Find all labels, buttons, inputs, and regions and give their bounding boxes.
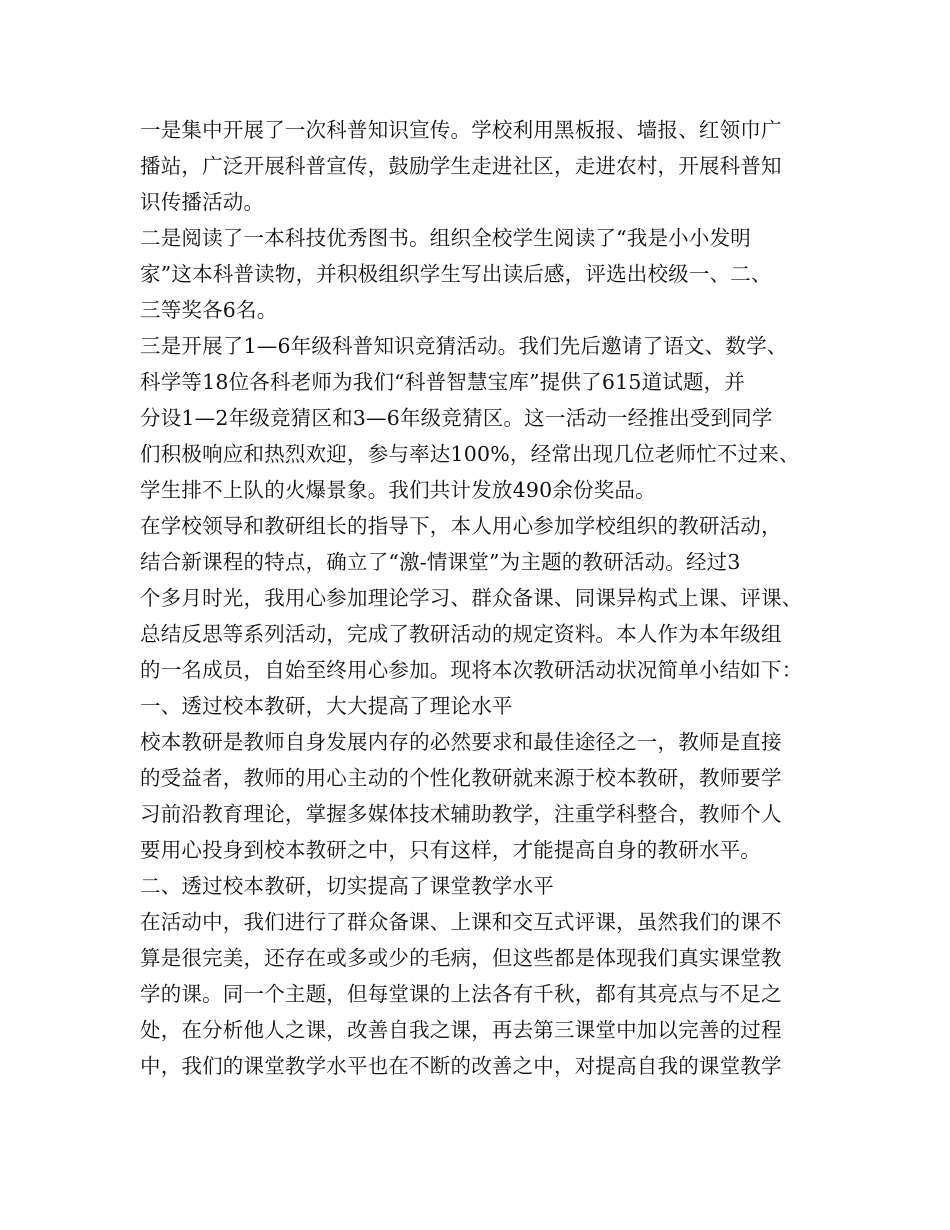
section-heading: 二、透过校本教研，切实提高了课堂教学水平 (140, 874, 554, 898)
text-line: 学生排不上队的火爆景象。我们共计发放490余份奖品。 (140, 478, 656, 502)
text-line: 科学等18位各科老师为我们“科普智慧宝库”提供了615道试题，并 (140, 370, 746, 394)
text-line: 要用心投身到校本教研之中，只有这样，才能提高自身的教研水平。 (140, 838, 761, 862)
text-line: 三等奖各6名。 (140, 298, 278, 322)
text-line: 中，我们的课堂教学水平也在不断的改善之中，对提高自我的课堂教学 (140, 1054, 782, 1078)
text-line: 学的课。同一个主题，但每堂课的上法各有千秋，都有其亮点与不足之 (140, 982, 782, 1006)
text-line: 识传播活动。 (140, 190, 265, 214)
text-line: 总结反思等系列活动，完成了教研活动的规定资料。本人作为本年级组 (140, 622, 782, 646)
text-line: 校本教研是教师自身发展内存的必然要求和最佳途径之一，教师是直接 (140, 730, 782, 754)
text-line: 播站，广泛开展科普宣传，鼓励学生走进社区，走进农村，开展科普知 (140, 154, 782, 178)
text-line: 一是集中开展了一次科普知识宣传。学校利用黑板报、墙报、红领巾广 (140, 118, 782, 142)
text-line: 家”这本科普读物，并积极组织学生写出读后感，评选出校级一、二、 (140, 262, 772, 286)
document-body (140, 112, 840, 1084)
text-line: 二是阅读了一本科技优秀图书。组织全校学生阅读了“我是小小发明 (140, 226, 751, 250)
text-line: 在活动中，我们进行了群众备课、上课和交互式评课，虽然我们的课不 (140, 910, 782, 934)
text-line: 在学校领导和教研组长的指导下，本人用心参加学校组织的教研活动， (140, 514, 782, 538)
text-line: 习前沿教育理论，掌握多媒体技术辅助教学，注重学科整合，教师个人 (140, 802, 782, 826)
text-line: 的一名成员，自始至终用心参加。现将本次教研活动状况简单小结如下： (140, 658, 803, 682)
text-line: 们积极响应和热烈欢迎，参与率达100%，经常出现几位老师忙不过来、 (140, 442, 800, 466)
text-line: 处，在分析他人之课，改善自我之课，再去第三课堂中加以完善的过程 (140, 1018, 782, 1042)
section-heading: 一、透过校本教研，大大提高了理论水平 (140, 694, 513, 718)
text-line: 个多月时光，我用心参加理论学习、群众备课、同课异构式上课、评课、 (140, 586, 803, 610)
text-line: 的受益者，教师的用心主动的个性化教研就来源于校本教研，教师要学 (140, 766, 782, 790)
text-line: 结合新课程的特点，确立了“激-情课堂”为主题的教研活动。经过3 (140, 550, 741, 574)
text-line: 分设1—2年级竞猜区和3—6年级竞猜区。这一活动一经推出受到同学 (140, 406, 773, 430)
text-line: 算是很完美，还存在或多或少的毛病，但这些都是体现我们真实课堂教 (140, 946, 782, 970)
text-line: 三是开展了1—6年级科普知识竞猜活动。我们先后邀请了语文、数学、 (140, 334, 788, 358)
